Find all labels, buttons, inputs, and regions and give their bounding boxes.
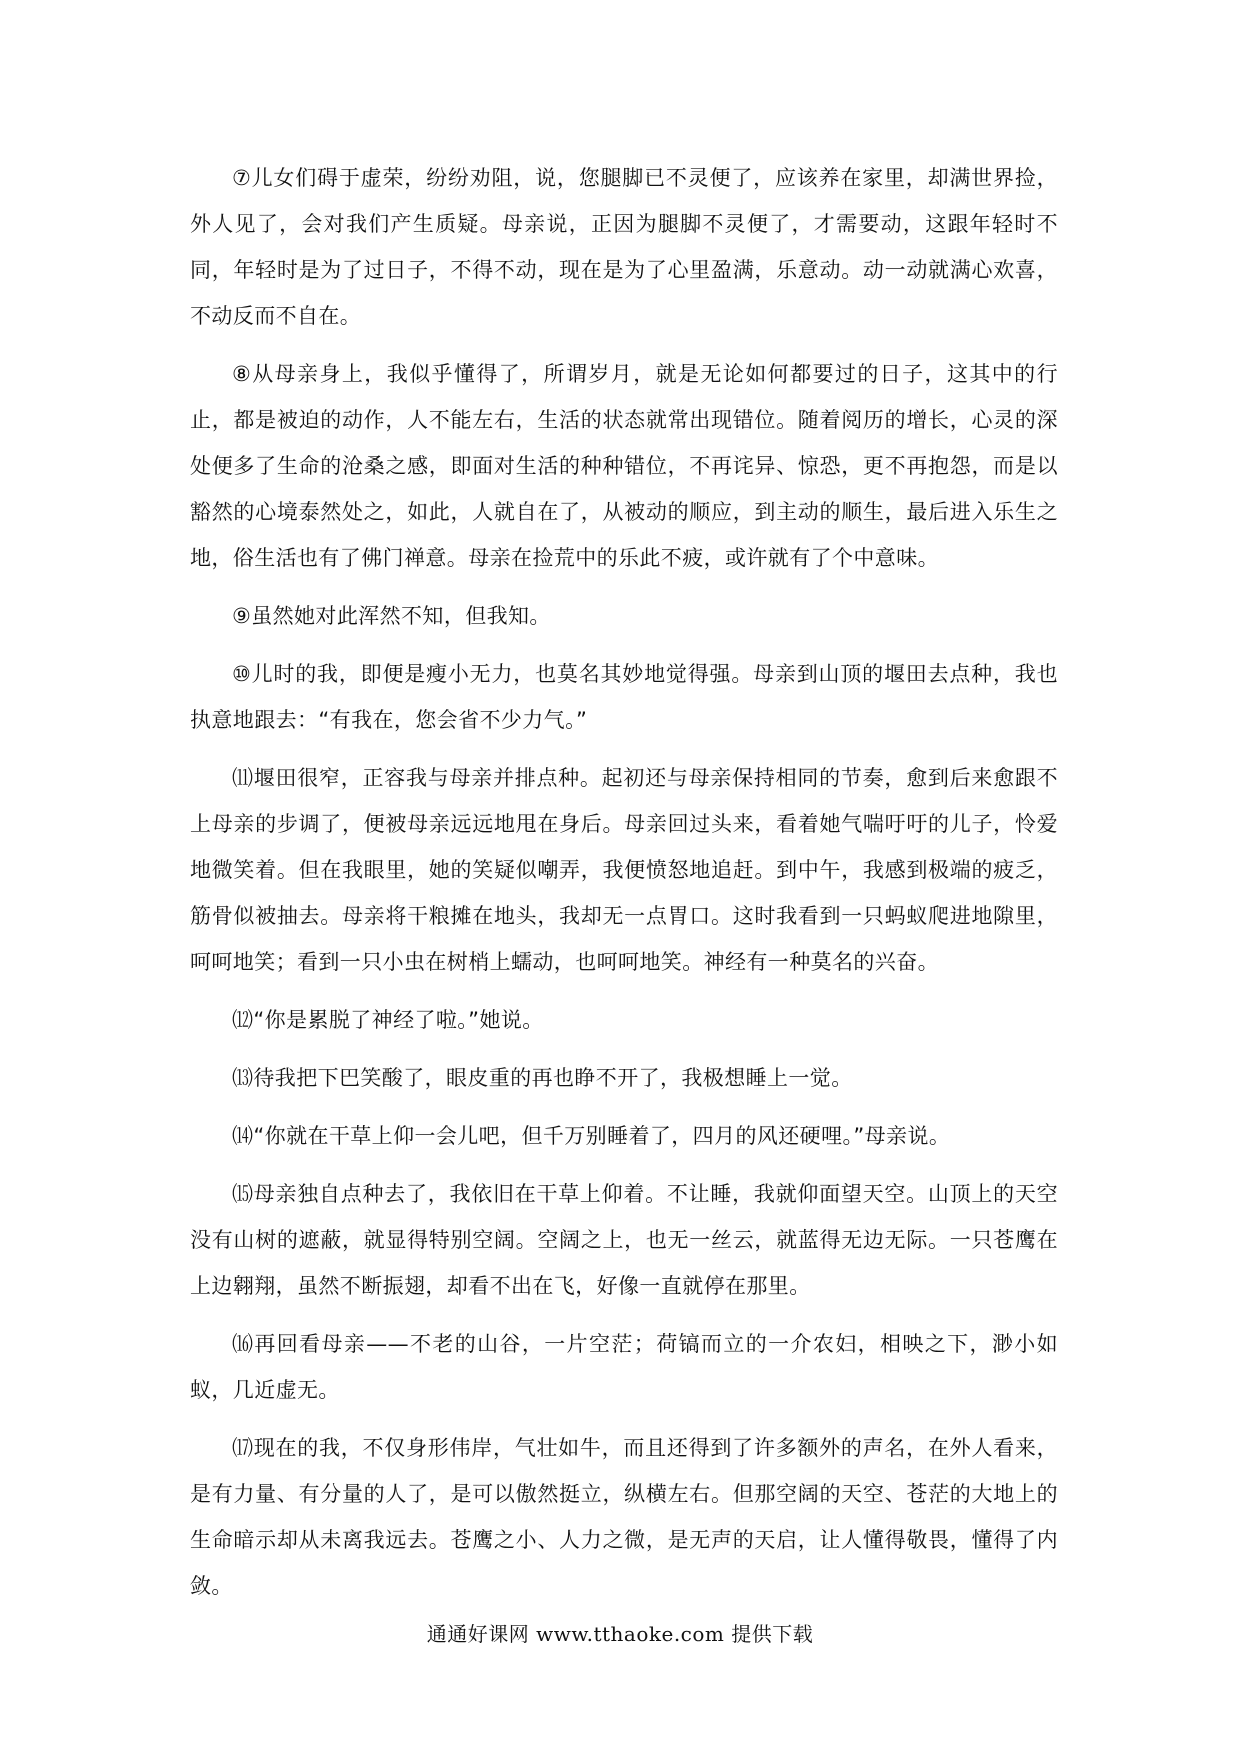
paragraph-12: ⑿“你是累脱了神经了啦。”她说。 xyxy=(232,1008,544,1032)
paragraph-13: ⒀待我把下巴笑酸了，眼皮重的再也睁不开了，我极想睡上一觉。 xyxy=(232,1066,853,1090)
paragraph-17: ⒄现在的我，不仅身形伟岸，气壮如牛，而且还得到了许多额外的声名，在外人看来，是有力量、有分量的人了，是可以傲然挺立，纵横左右。但那空阔的天空、苍茫的大地上的生命暗示却从未离我远去。苍鹰之小、人力之微，是无声的天启，让人懂得敬畏，懂得了内敛。 xyxy=(190,1436,1058,1598)
paragraph-11: ⑾堰田很窄，正容我与母亲并排点种。起初还与母亲保持相同的节奏，愈到后来愈跟不上母亲的步调了，便被母亲远远地甩在身后。母亲回过头来，看着她气喘吁吁的儿子，怜爱地微笑着。但在我眼里，她的笑疑似嘲弄，我便愤怒地追赶。到中午，我感到极端的疲乏，筋骨似被抽去。母亲将干粮摊在地头，我却无一点胃口。这时我看到一只蚂蚁爬进地隙里，呵呵地笑；看到一只小虫在树梢上蠕动，也呵呵地笑。神经有一种莫名的兴奋。 xyxy=(190,766,1058,974)
paragraph-15: ⒂母亲独自点种去了，我依旧在干草上仰着。不让睡，我就仰面望天空。山顶上的天空没有山树的遮蔽，就显得特别空阔。空阔之上，也无一丝云，就蓝得无边无际。一只苍鹰在上边翱翔，虽然不断振翅，却看不出在飞，好像一直就停在那里。 xyxy=(190,1182,1058,1298)
paragraph-16: ⒃再回看母亲——不老的山谷，一片空茫；荷镐而立的一介农妇，相映之下，渺小如蚁，几近虚无。 xyxy=(190,1332,1058,1402)
page-footer: 通通好课网 www.tthaoke.com 提供下载 xyxy=(426,1622,814,1646)
paragraph-9: ⑨虽然她对此浑然不知，但我知。 xyxy=(232,604,551,628)
paragraph-8: ⑧从母亲身上，我似乎懂得了，所谓岁月，就是无论如何都要过的日子，这其中的行止，都是被迫的动作，人不能左右，生活的状态就常出现错位。随着阅历的增长，心灵的深处便多了生命的沧桑之感，即面对生活的种种错位，不再诧异、惊恐，更不再抱怨，而是以豁然的心境泰然处之，如此，人就自在了，从被动的顺应，到主动的顺生，最后进入乐生之地，俗生活也有了佛门禅意。母亲在捡荒中的乐此不疲，或许就有了个中意味。 xyxy=(190,362,1058,570)
paragraph-7: ⑦儿女们碍于虚荣，纷纷劝阻，说，您腿脚已不灵便了，应该养在家里，却满世界捡，外人见了，会对我们产生质疑。母亲说，正因为腿脚不灵便了，才需要动，这跟年轻时不同，年轻时是为了过日子，不得不动，现在是为了心里盈满，乐意动。动一动就满心欢喜，不动反而不自在。 xyxy=(190,166,1058,328)
paragraph-10: ⑩儿时的我，即便是瘦小无力，也莫名其妙地觉得强。母亲到山顶的堰田去点种，我也执意地跟去：“有我在，您会省不少力气。” xyxy=(190,662,1058,732)
article-body xyxy=(190,155,1058,1621)
paragraph-14: ⒁“你就在干草上仰一会儿吧，但千万别睡着了，四月的风还硬哩。”母亲说。 xyxy=(232,1124,951,1148)
